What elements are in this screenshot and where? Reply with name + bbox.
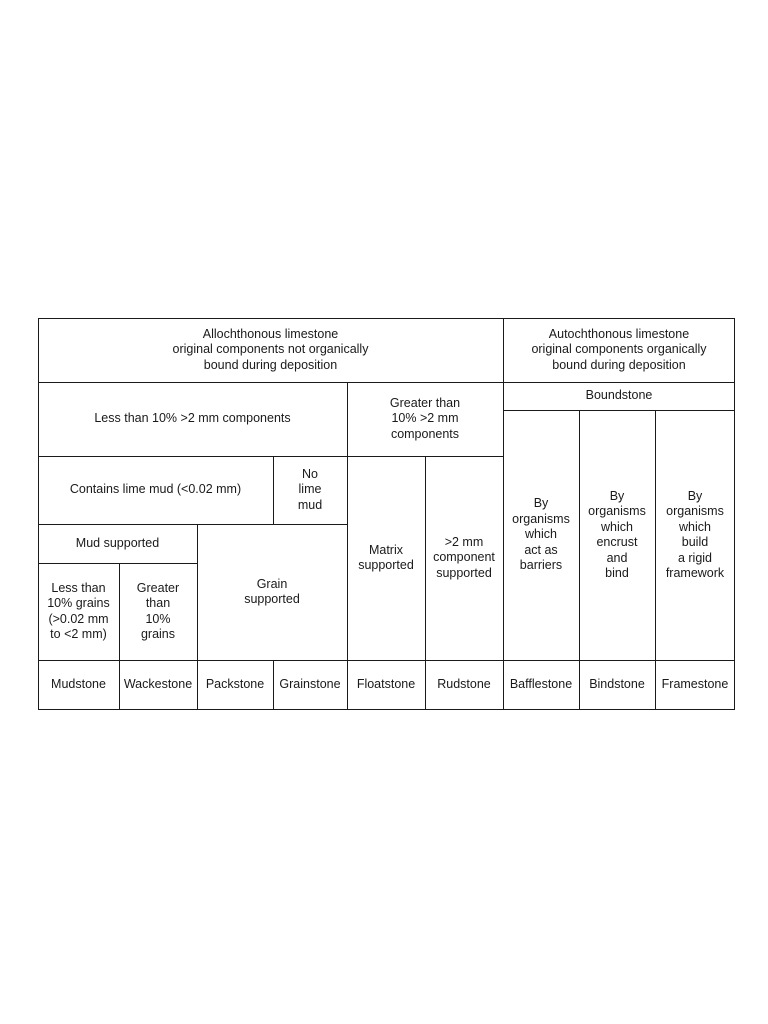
greater-than-10-percent-cell: Greater than 10% >2 mm components — [389, 395, 461, 441]
component-supported-cell: >2 mm component supported — [433, 534, 495, 580]
name-mudstone: Mudstone — [51, 677, 106, 692]
autochthonous-header: Autochthonous limestone original components organically bound during deposition — [531, 326, 707, 372]
name-rudstone: Rudstone — [437, 677, 491, 692]
name-grainstone: Grainstone — [279, 677, 341, 692]
name-wackestone: Wackestone — [123, 677, 193, 692]
contains-lime-mud-cell: Contains lime mud (<0.02 mm) — [69, 482, 242, 497]
no-lime-mud-cell: No lime mud — [297, 466, 323, 512]
encrust-bind-cell: By organisms which encrust and bind — [588, 488, 646, 580]
name-packstone: Packstone — [205, 677, 265, 692]
name-bindstone: Bindstone — [589, 677, 645, 692]
name-floatstone: Floatstone — [356, 677, 416, 692]
mud-supported-cell: Mud supported — [75, 535, 160, 550]
boundstone-cell: Boundstone — [585, 388, 653, 403]
rigid-framework-cell: By organisms which build a rigid framework — [665, 488, 725, 580]
less-than-10-percent-cell: Less than 10% >2 mm components — [94, 411, 291, 426]
name-bafflestone: Bafflestone — [509, 677, 573, 692]
barriers-cell: By organisms which act as barriers — [512, 496, 570, 573]
name-framestone: Framestone — [661, 677, 729, 692]
allochthonous-header: Allochthonous limestone original components not organically bound during deposition — [172, 326, 369, 372]
less-than-10-grains-cell: Less than 10% grains (>0.02 mm to <2 mm) — [47, 580, 110, 641]
grain-supported-cell: Grain supported — [244, 576, 300, 606]
matrix-supported-cell: Matrix supported — [358, 542, 414, 572]
greater-than-10-grains-cell: Greater than 10% grains — [136, 580, 180, 641]
